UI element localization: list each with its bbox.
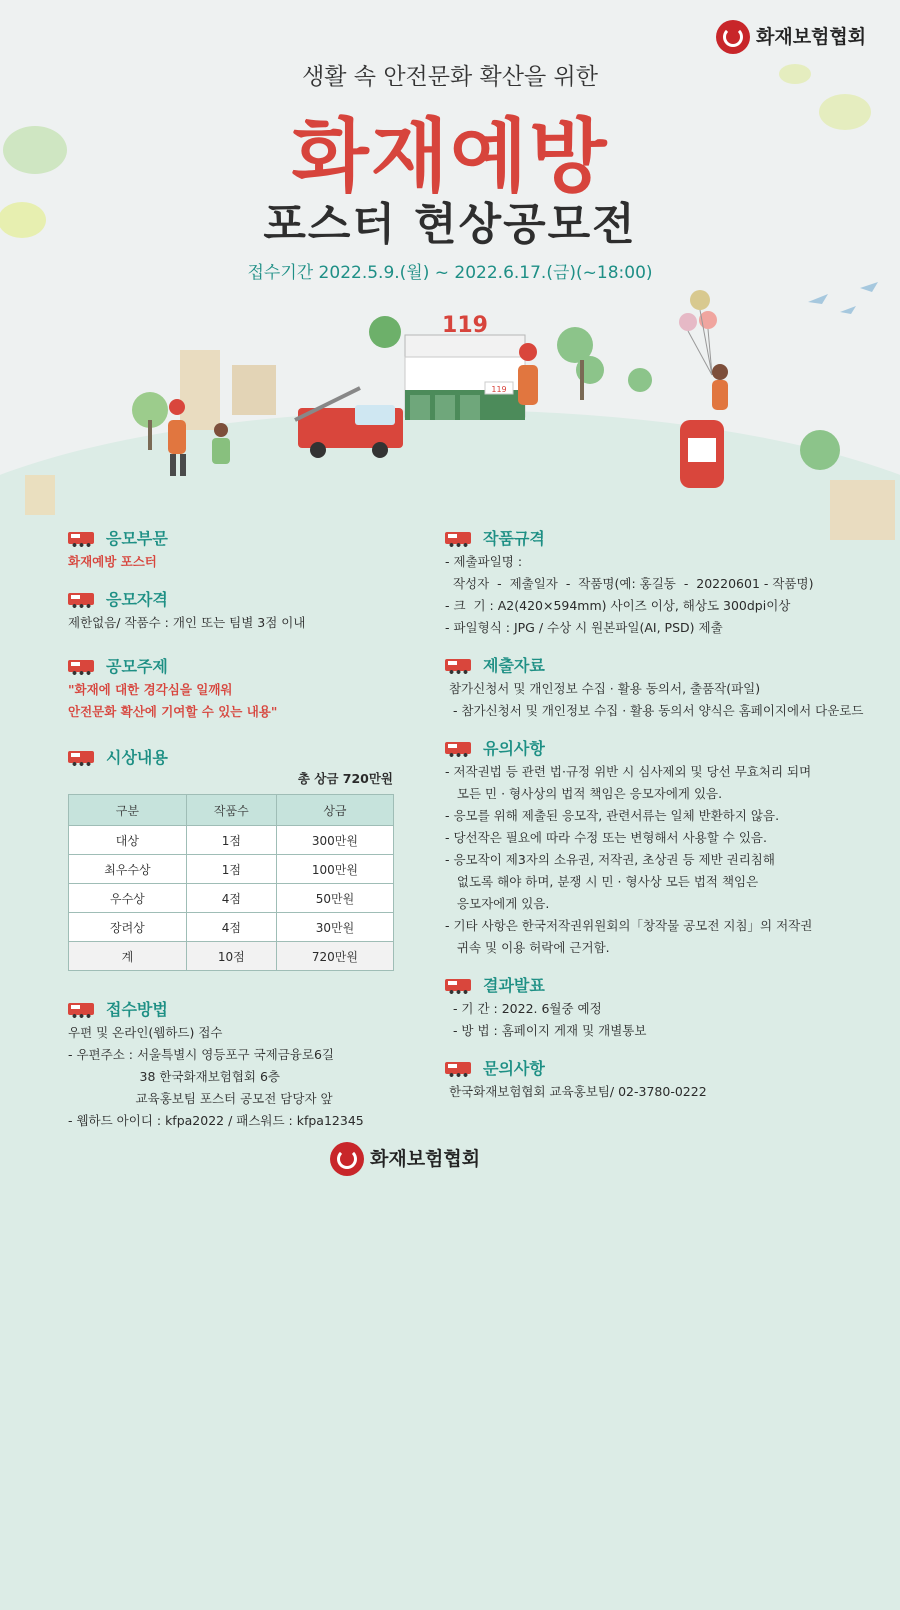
awards-col-header: 작품수 [186, 795, 276, 826]
table-cell: 4점 [186, 913, 276, 942]
table-row [69, 913, 394, 942]
table-cell: 30만원 [276, 913, 393, 942]
table-cell: 계 [69, 942, 187, 971]
submission-period: 접수기간 2022.5.9.(월) ~ 2022.6.17.(금)(~18:00) [247, 263, 653, 283]
submission-line: - 우편주소 : 서울특별시 영등포구 국제금융로6길 [68, 1047, 334, 1062]
spec-line: - 제출파일명 : [445, 554, 523, 569]
table-cell: 대상 [69, 826, 187, 855]
materials-heading: 제출자료 [483, 656, 545, 675]
submission-line: 우편 및 온라인(웹하드) 접수 [68, 1025, 223, 1040]
table-cell: 10점 [186, 942, 276, 971]
table-row-total [69, 942, 394, 971]
section-heading-submission [68, 997, 408, 1020]
notes-line: 귀속 및 이용 허락에 근거함. [445, 940, 610, 955]
fire-truck-icon [68, 751, 94, 763]
table-cell: 300만원 [276, 826, 393, 855]
theme-line-2: 안전문화 확산에 기여할 수 있는 내용" [68, 704, 278, 719]
category-text: 화재예방 포스터 [68, 554, 157, 569]
awards-table [68, 794, 394, 971]
results-line: - 기 간 : 2022. 6월중 예정 [445, 1001, 602, 1016]
fire-station-illustration [0, 280, 900, 540]
table-cell: 720만원 [276, 942, 393, 971]
notes-line: - 저작권법 등 관련 법·규정 위반 시 심사제외 및 당선 무효처리 되며 [445, 764, 812, 779]
fire-truck-icon [445, 532, 471, 544]
flame-logo-icon [330, 1142, 364, 1176]
fire-truck-icon [445, 659, 471, 671]
fire-truck-icon [445, 979, 471, 991]
station-door-sign: 119 [491, 385, 507, 394]
station-sign: 119 [442, 313, 488, 338]
section-heading-awards [68, 745, 408, 768]
submission-heading: 접수방법 [106, 1000, 168, 1019]
notes-line: - 기타 사항은 한국저작권위원회의「창작물 공모전 지침」의 저작권 [445, 918, 813, 933]
org-logo-bottom [330, 1142, 480, 1176]
org-name-top: 화재보험협회 [756, 26, 867, 48]
notes-line: - 응모를 위해 제출된 응모작, 관련서류는 일체 반환하지 않음. [445, 808, 780, 823]
contact-text: 한국화재보험협회 교육홍보팀/ 02-3780-0222 [445, 1084, 707, 1099]
table-cell: 1점 [186, 855, 276, 884]
table-row [69, 826, 394, 855]
poster-title-2: 포스터 현상공모전 [263, 199, 637, 250]
notes-line: - 당선작은 필요에 따라 수정 또는 변형해서 사용할 수 있음. [445, 830, 767, 845]
section-heading-qualification [68, 587, 408, 610]
fire-truck-icon [68, 593, 94, 605]
submission-line: 교육홍보팀 포스터 공모전 담당자 앞 [68, 1091, 333, 1106]
table-cell: 1점 [186, 826, 276, 855]
theme-line-1: "화재에 대한 경각심을 일깨워 [68, 682, 233, 697]
table-row [69, 855, 394, 884]
poster-title: 화재예방 [291, 110, 609, 203]
qualification-heading: 응모자격 [106, 590, 168, 609]
notes-line: - 응모작이 제3자의 소유권, 저작권, 초상권 등 제반 권리침해 [445, 852, 775, 867]
table-cell: 100만원 [276, 855, 393, 884]
poster-subtitle: 생활 속 안전문화 확산을 위한 [302, 64, 598, 90]
awards-total: 총 상금 720만원 [297, 771, 393, 786]
section-heading-results [445, 973, 885, 996]
org-name-bottom: 화재보험협회 [370, 1148, 481, 1170]
fire-truck-icon [445, 742, 471, 754]
notes-line: 응모자에게 있음. [445, 896, 550, 911]
submission-line: - 웹하드 아이디 : kfpa2022 / 패스워드 : kfpa12345 [68, 1113, 364, 1128]
table-cell: 장려상 [69, 913, 187, 942]
section-heading-theme [68, 654, 408, 677]
table-row [69, 884, 394, 913]
materials-line: - 참가신청서 및 개인정보 수집 · 활용 동의서 양식은 홈페이지에서 다운로드 [445, 703, 864, 718]
fire-truck-icon [68, 1003, 94, 1015]
section-heading-notes [445, 736, 885, 759]
table-cell: 4점 [186, 884, 276, 913]
spec-line: - 크 기 : A2(420×594mm) 사이즈 이상, 해상도 300dpi이상 [445, 598, 791, 613]
spec-line: - 파일형식 : JPG / 수상 시 원본파일(AI, PSD) 제출 [445, 620, 723, 635]
category-heading: 응모부문 [106, 529, 168, 548]
section-heading-category [68, 526, 408, 549]
section-heading-contact [445, 1056, 885, 1079]
qualification-text: 제한없음/ 작품수 : 개인 또는 팀별 3점 이내 [68, 615, 306, 630]
org-logo-top [716, 20, 866, 54]
table-cell: 우수상 [69, 884, 187, 913]
table-cell: 최우수상 [69, 855, 187, 884]
fire-truck-icon [68, 660, 94, 672]
notes-line: 없도록 해야 하며, 분쟁 시 민 · 형사상 모든 법적 책임은 [445, 874, 759, 889]
fire-truck-icon [68, 532, 94, 544]
awards-col-header: 상금 [276, 795, 393, 826]
contact-heading: 문의사항 [483, 1059, 545, 1078]
results-line: - 방 법 : 홈페이지 게재 및 개별통보 [445, 1023, 647, 1038]
section-heading-materials [445, 653, 885, 676]
section-heading-spec [445, 526, 885, 549]
spec-line: 작성자 - 제출일자 - 작품명(예: 홍길동 - 20220601 - 작품명) [445, 576, 814, 591]
awards-heading: 시상내용 [106, 748, 168, 767]
materials-line: 참가신청서 및 개인정보 수집 · 활용 동의서, 출품작(파일) [445, 681, 761, 696]
submission-line: 38 한국화재보험협회 6층 [68, 1069, 281, 1084]
theme-heading: 공모주제 [106, 657, 168, 676]
spec-heading: 작품규격 [483, 529, 545, 548]
results-heading: 결과발표 [483, 976, 545, 995]
awards-table-header [69, 795, 394, 826]
fire-truck-icon [445, 1062, 471, 1074]
flame-logo-icon [716, 20, 750, 54]
notes-line: 모든 민 · 형사상의 법적 책임은 응모자에게 있음. [445, 786, 723, 801]
table-cell: 50만원 [276, 884, 393, 913]
notes-heading: 유의사항 [483, 739, 545, 758]
awards-col-header: 구분 [69, 795, 187, 826]
